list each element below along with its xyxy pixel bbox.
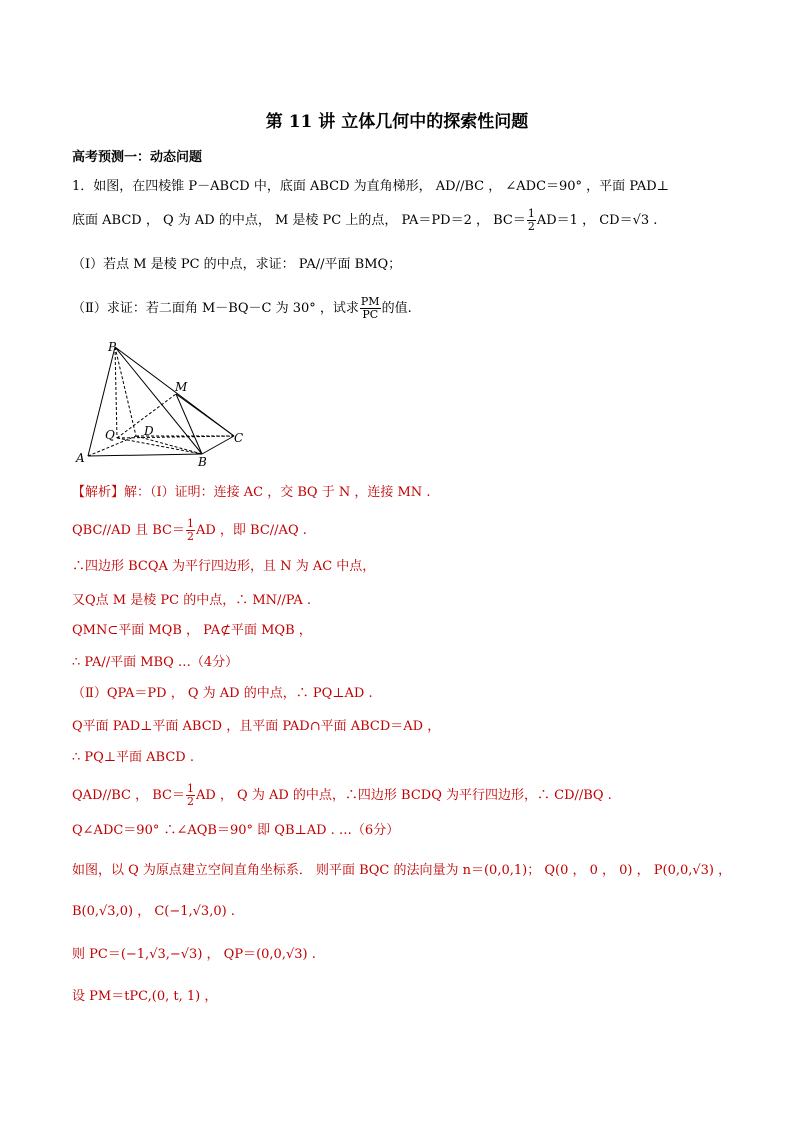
- problem-line-2-start: 底面 ABCD ， Q 为 AD 的中点， M 是棱 PC 上的点， PA＝PD＝2 ， BC＝: [72, 213, 526, 228]
- problem-part-1: （Ⅰ）若点 M 是棱 PC 的中点，求证： PA//平面 BMQ；: [72, 257, 402, 272]
- solution-fraction-den: 2: [186, 530, 194, 543]
- solution-line-1-text: 解：（Ⅰ）证明：连接 AC ，交 BQ 于 N ，连接 MN .: [124, 485, 431, 500]
- solution-line-8: Q平面 PAD⊥平面 ABCD ，且平面 PAD∩平面 ABCD＝AD ，: [72, 719, 441, 734]
- solution-line-3: ∴四边形 BCQA 为平行四边形，且 N 为 AC 中点，: [72, 559, 376, 574]
- solution-fraction-half: [186, 518, 195, 543]
- solution-line-10-end: AD ， Q 为 AD 的中点，∴四边形 BCDQ 为平行四边形，∴ CD//BQ .: [195, 788, 612, 803]
- fraction-half: [527, 208, 536, 233]
- part-2-start: （Ⅱ）求证：若二面角 M－BQ－C 为 30° ，试求: [72, 301, 359, 316]
- solution-line-10-start: QAD//BC ， BC＝: [72, 788, 185, 803]
- solution-line-1: [72, 484, 430, 502]
- solution-line-15: 设 PM＝tPC,(0, t, 1) ，: [72, 989, 218, 1004]
- solution-line-4: 又Q点 M 是棱 PC 的中点，∴ MN//PA .: [72, 593, 311, 608]
- label-Q: Q: [105, 428, 115, 442]
- solution-line-9: ∴ PQ⊥平面 ABCD .: [72, 750, 194, 765]
- label-M: M: [175, 380, 188, 394]
- solution-fraction-den-2: 2: [186, 795, 194, 808]
- solution-tag: 【解析】: [72, 485, 125, 500]
- problem-line-2-end: AD＝1 ， CD＝√3 .: [536, 213, 658, 228]
- problem-line-1: 1．如图，在四棱锥 P－ABCD 中，底面 ABCD 为直角梯形， AD//BC ， ∠ADC＝90° ，平面 PAD⊥: [72, 179, 669, 194]
- label-P: P: [108, 340, 117, 354]
- edge-BC: [202, 436, 234, 454]
- solution-line-6: ∴ PA//平面 MBQ …（4分）: [72, 655, 239, 670]
- fraction-den: 2: [527, 220, 535, 233]
- edge-DB: [136, 436, 202, 454]
- solution-line-12: 如图，以 Q 为原点建立空间直角坐标系． 则平面 BQC 的法向量为 n＝(0,0,1)； Q(0 ， 0 ， 0) ， P(0,0,√3) ，: [72, 863, 732, 878]
- pyramid-figure: [72, 335, 252, 470]
- solution-fraction-num: 1: [186, 517, 194, 530]
- solution-line-11: Q∠ADC＝90° ∴∠AQB＝90° 即 QB⊥AD . …（6分）: [72, 823, 400, 838]
- solution-line-7: （Ⅱ）QPA＝PD ， Q 为 AD 的中点，∴ PQ⊥AD .: [72, 686, 373, 701]
- solution-line-10: [72, 783, 612, 808]
- edge-AB: [88, 454, 202, 456]
- part-2-end: 的值.: [381, 301, 412, 316]
- solution-line-14: 则 PC＝(−1,√3,−√3) ， QP＝(0,0,√3) .: [72, 947, 316, 962]
- label-C: C: [234, 431, 244, 445]
- edge-PQ: [115, 347, 117, 438]
- label-A: A: [76, 451, 85, 465]
- problem-line-2: [72, 208, 657, 233]
- solution-line-2: [72, 518, 307, 543]
- label-B: B: [198, 455, 207, 469]
- solution-line-5: QMN⊂平面 MQB ， PA⊄平面 MQB ，: [72, 623, 312, 638]
- fraction-pm-pc: [360, 296, 381, 321]
- edge-QB: [117, 438, 202, 454]
- solution-fraction-num-2: 1: [186, 782, 194, 795]
- problem-part-2: [72, 296, 412, 321]
- fraction-num: 1: [527, 207, 535, 220]
- solution-line-2-start: QBC//AD 且 BC＝: [72, 523, 185, 538]
- label-D: D: [144, 424, 154, 438]
- solution-fraction-half-2: [186, 783, 195, 808]
- section-heading: 高考预测一：动态问题: [72, 150, 203, 165]
- solution-line-13: B(0,√3,0) ， C(−1,√3,0) .: [72, 904, 235, 919]
- page-title: 第 11 讲 立体几何中的探索性问题: [265, 112, 529, 132]
- solution-line-2-end: AD ，即 BC//AQ .: [195, 523, 307, 538]
- fraction-pc: PC: [362, 308, 379, 321]
- fraction-pm: PM: [360, 295, 380, 308]
